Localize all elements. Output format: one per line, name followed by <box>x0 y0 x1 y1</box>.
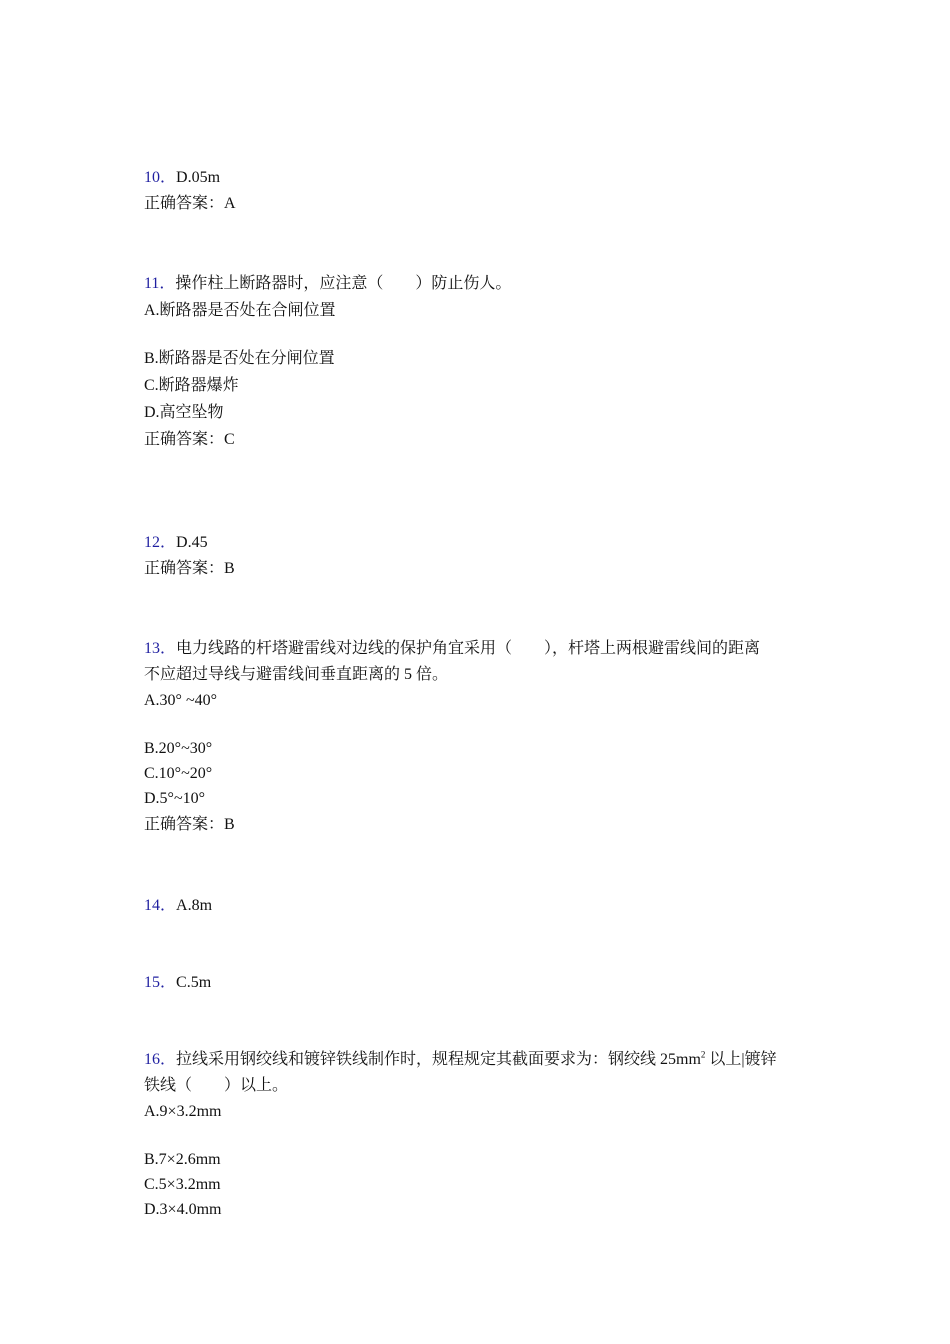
superscript: 2 <box>700 1049 706 1060</box>
answer-label: 正确答案： <box>144 195 225 212</box>
question-10-line <box>144 168 220 188</box>
option-b: B.20°~30° <box>144 740 213 757</box>
question-number: 14． <box>144 897 177 914</box>
option-c: C.断路器爆炸 <box>144 377 239 394</box>
question-number: 12． <box>144 534 177 551</box>
question-12-line <box>144 533 208 553</box>
option-d: D.高空坠物 <box>144 404 224 421</box>
answer-line <box>144 559 235 579</box>
option-a: A.断路器是否处在合闸位置 <box>144 302 336 319</box>
option-c: C.10°~20° <box>144 765 213 782</box>
question-number: 11． <box>144 275 176 292</box>
question-stem: D.45 <box>176 534 208 551</box>
answer-label: 正确答案： <box>144 816 225 833</box>
question-stem: 操作柱上断路器时，应注意（ ）防止伤人。 <box>175 275 512 292</box>
question-11-line <box>144 274 511 294</box>
question-13-line <box>144 639 760 659</box>
question-stem: C.5m <box>176 974 212 991</box>
option-b: B.7×2.6mm <box>144 1151 221 1168</box>
answer-line <box>144 194 236 214</box>
question-number: 10． <box>144 169 177 186</box>
option-a: A.30° ~40° <box>144 692 218 709</box>
question-stem-line-2: 铁线（ ）以上。 <box>144 1077 289 1094</box>
question-stem-line-1: 拉线采用钢绞线和镀锌铁线制作时，规程规定其截面要求为：钢绞线 25mm <box>176 1051 701 1068</box>
answer-line <box>144 815 235 835</box>
question-stem-line-1: 电力线路的杆塔避雷线对边线的保护角宜采用（ ），杆塔上两根避雷线间的距离 <box>176 640 761 657</box>
question-stem-line-2: 不应超过导线与避雷线间垂直距离的 5 倍。 <box>144 666 449 683</box>
question-stem-line-1-tail: 以上|镀锌 <box>705 1051 777 1068</box>
option-b: B.断路器是否处在分闸位置 <box>144 350 335 367</box>
answer-label: 正确答案： <box>144 560 225 577</box>
answer-value: B <box>224 560 235 577</box>
question-number: 15． <box>144 974 177 991</box>
answer-label: 正确答案： <box>144 431 225 448</box>
question-number: 13． <box>144 640 177 657</box>
answer-value: A <box>224 195 236 212</box>
answer-line <box>144 430 235 450</box>
option-c: C.5×3.2mm <box>144 1176 221 1193</box>
question-14-line <box>144 896 212 916</box>
option-d: D.3×4.0mm <box>144 1201 222 1218</box>
answer-value: B <box>224 816 235 833</box>
answer-value: C <box>224 431 235 448</box>
question-stem: A.8m <box>176 897 213 914</box>
option-d: D.5°~10° <box>144 790 206 807</box>
question-stem: D.05m <box>176 169 221 186</box>
question-16-line <box>144 1050 777 1070</box>
question-number: 16． <box>144 1051 177 1068</box>
question-15-line <box>144 973 211 993</box>
option-a: A.9×3.2mm <box>144 1103 222 1120</box>
